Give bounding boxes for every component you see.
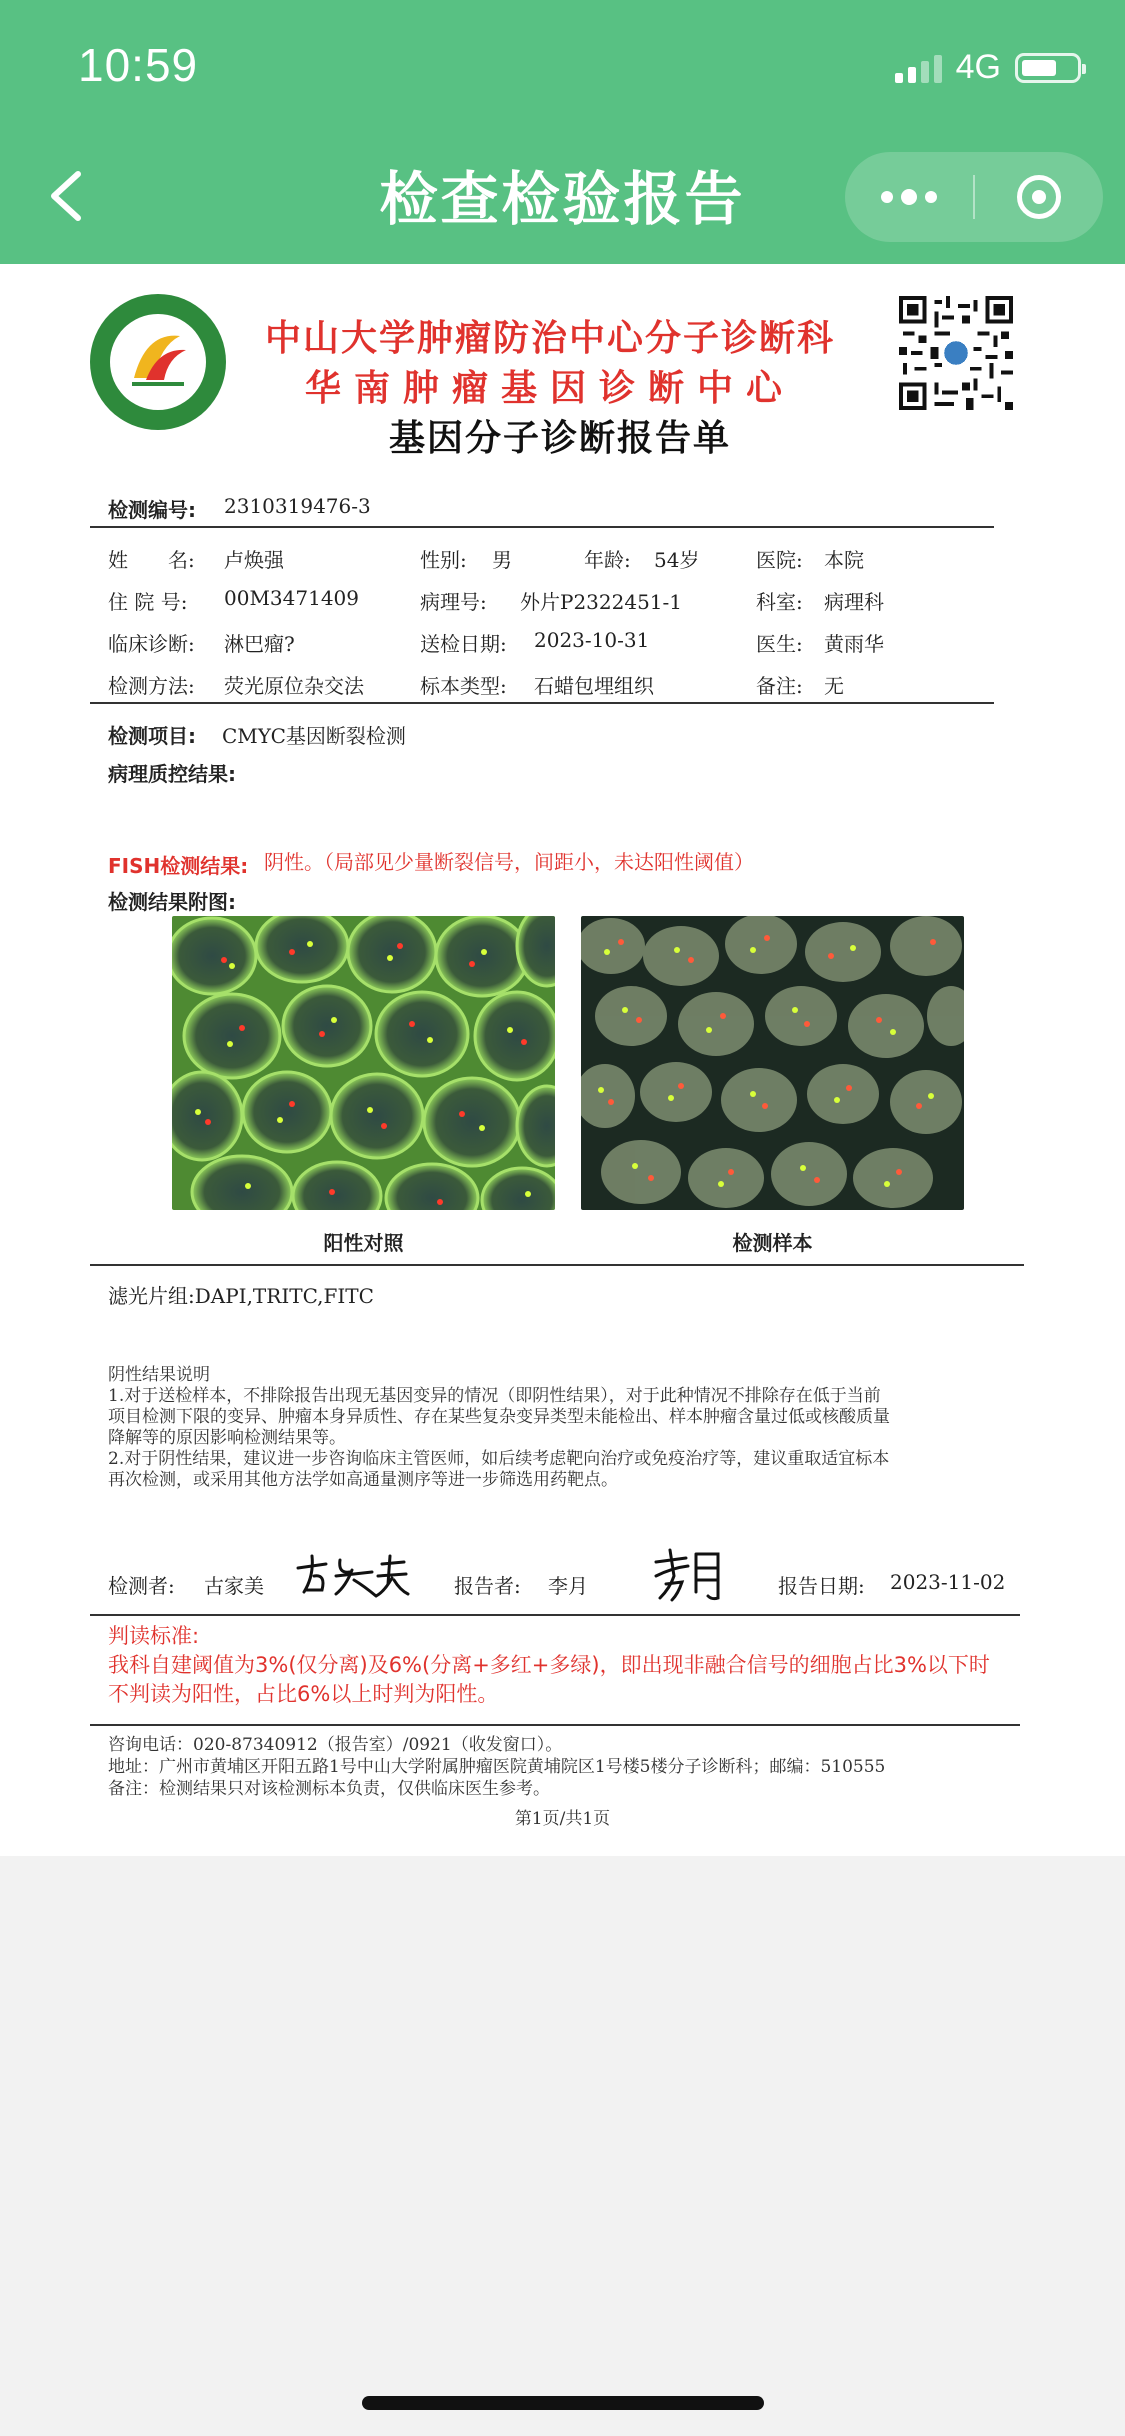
report-title: 基因分子诊断报告单 [388,418,731,459]
test-item: CMYC基因断裂检测 [222,724,406,748]
page-number: 第1页/共1页 [514,1809,611,1829]
pathology-no: 外片P2322451-1 [520,590,683,614]
gender-label: 性别: [420,548,467,572]
gender: 男 [492,548,512,572]
negative-result-notes [108,1365,988,1491]
sent-date-label: 送检日期: [420,632,507,656]
page-title: 检查检验报告 [379,165,746,233]
filter-set: 滤光片组:DAPI,TRITC,FITC [108,1284,374,1308]
status-time: 10:59 [78,39,199,91]
divider [90,702,994,704]
reporter-label: 报告者: [454,1574,521,1598]
doctor-label: 医生: [756,632,803,656]
address: 地址：广州市黄埔区开阳五路1号中山大学附属肿瘤医院黄埔院区1号楼5楼分子诊断科；邮编：510555 [108,1757,886,1777]
signal-icon [895,53,942,83]
test-no-label: 检测编号: [108,498,196,522]
divider [90,526,994,528]
notes-line: 项目检测下限的变异、肿瘤本身异质性、存在某些复杂变异类型未能检出、样本肿瘤含量过低或核酸质量 [108,1407,890,1427]
age-label: 年龄: [584,548,631,572]
method-label: 检测方法: [108,674,195,698]
divider [90,1614,1020,1616]
report-document [0,264,1125,1856]
divider [90,1724,1020,1726]
tester-signature [292,1550,410,1600]
dept-label: 科室: [756,590,803,614]
specimen: 石蜡包埋组织 [534,674,654,698]
test-sample-caption: 检测样本 [732,1231,813,1255]
patient-name: 卢焕强 [224,548,284,572]
mini-program-capsule [845,152,1103,242]
criteria-line: 不判读为阳性，占比6%以上时判为阳性。 [108,1682,499,1706]
org-name-line1: 中山大学肿瘤防治中心分子诊断科 [264,318,835,359]
home-indicator[interactable] [362,2396,764,2410]
remark-label: 备注: [756,674,803,698]
divider [90,1264,1024,1266]
target-close-icon[interactable] [975,152,1103,242]
org-name-line2: 华南肿瘤基因诊断中心 [304,368,795,409]
remark: 无 [824,674,844,698]
report-date: 2023-11-02 [890,1570,1006,1594]
contact-info [108,1734,1008,1800]
method: 荧光原位杂交法 [224,674,364,698]
network-type: 4G [955,48,1001,86]
battery-icon [1015,53,1081,83]
notes-title: 阴性结果说明 [108,1365,210,1385]
more-dots-icon[interactable] [845,152,973,242]
diagnosis-label: 临床诊断: [108,632,195,656]
tester-label: 检测者: [108,1574,175,1598]
positive-control-caption: 阳性对照 [323,1231,404,1255]
doctor: 黄雨华 [824,632,884,656]
fish-result: 阴性。（局部见少量断裂信号，间距小，未达阳性阈值） [264,850,754,874]
diagnosis: 淋巴瘤? [224,632,295,656]
pathology-label: 病理号: [420,590,487,614]
report-date-label: 报告日期: [778,1574,865,1598]
dept: 病理科 [824,590,884,614]
criteria-line: 我科自建阈值为3%(仅分离)及6%(分离+多红+多绿)，即出现非融合信号的细胞占比3%以下时 [108,1653,990,1677]
qr-code-icon [896,296,1016,410]
images-label: 检测结果附图: [108,890,236,914]
app-header [0,0,1125,264]
qc-label: 病理质控结果: [108,762,236,786]
age: 54岁 [654,548,700,572]
hospital-label: 医院: [756,548,803,572]
reporter-signature [652,1546,728,1604]
fish-result-label: FISH检测结果: [108,854,249,878]
name-label: 姓 名: [108,548,195,572]
specimen-label: 标本类型: [420,674,507,698]
positive-control-image [172,916,555,1210]
notes-line: 2.对于阴性结果，建议进一步咨询临床主管医师，如后续考虑靶向治疗或免疫治疗等，建议重取适宜标本 [108,1449,890,1469]
hospital-logo-icon [88,292,228,432]
test-sample-image [581,916,964,1210]
disclaimer: 备注：检测结果只对该检测标本负责，仅供临床医生参考。 [108,1779,550,1799]
notes-line: 再次检测，或采用其他方法学如高通量测序等进一步筛选用药靶点。 [108,1470,618,1490]
admission-no: 00M3471409 [224,586,359,610]
criteria-title: 判读标准: [108,1624,200,1648]
tester: 古家美 [204,1574,264,1598]
reporter: 李月 [548,1574,588,1598]
status-indicators [895,48,1081,87]
notes-line: 1.对于送检样本，不排除报告出现无基因变异的情况（即阴性结果），对于此种情况不排除存在低于当前 [108,1386,881,1406]
contact-phone: 咨询电话：020-87340912（报告室）/0921（收发窗口）。 [108,1735,563,1755]
test-item-label: 检测项目: [108,724,196,748]
admission-label: 住 院 号: [108,590,188,614]
notes-line: 降解等的原因影响检测结果等。 [108,1428,346,1448]
sent-date: 2023-10-31 [534,628,650,652]
interpretation-criteria [108,1622,1028,1709]
test-no: 2310319476-3 [224,494,371,518]
hospital: 本院 [824,548,864,572]
